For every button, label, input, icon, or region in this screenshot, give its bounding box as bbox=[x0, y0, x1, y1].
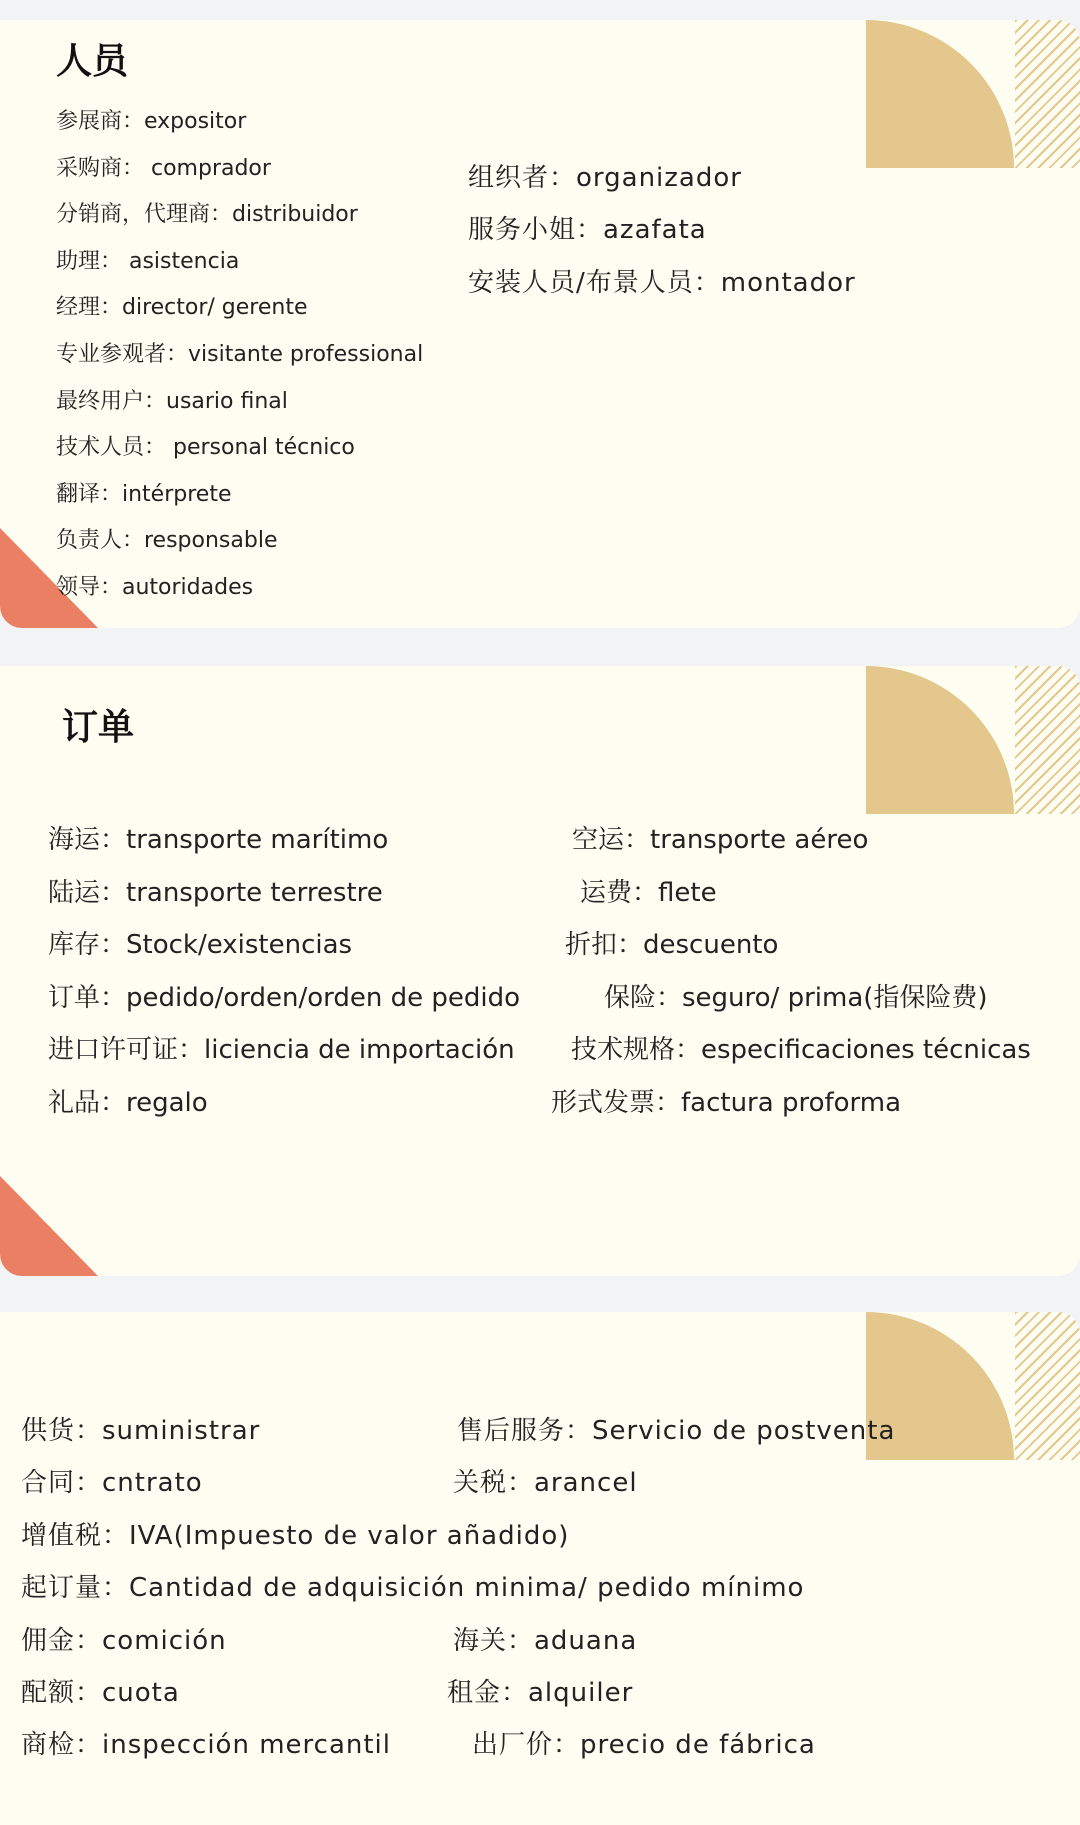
term-item: 最终用户：usario final bbox=[56, 389, 288, 414]
stripe-decoration bbox=[1015, 666, 1080, 814]
section-card-personnel bbox=[0, 20, 1080, 628]
term-item: 库存：Stock/existencias bbox=[48, 930, 353, 960]
term-item: 形式发票：factura proforma bbox=[551, 1088, 902, 1118]
term-item: 出厂价：precio de fábrica bbox=[472, 1730, 816, 1760]
section-card-orders bbox=[0, 666, 1080, 1276]
term-item: 商检：inspección mercantil bbox=[21, 1730, 392, 1760]
term-item: 配额：cuota bbox=[21, 1678, 180, 1708]
term-item: 陆运：transporte terrestre bbox=[48, 878, 383, 908]
term-item: 参展商：expositor bbox=[56, 109, 247, 134]
term-item: 礼品：regalo bbox=[48, 1088, 208, 1118]
section-title: 人员 bbox=[56, 41, 129, 82]
stripe-decoration bbox=[1015, 20, 1080, 168]
term-item: 售后服务：Servicio de postventa bbox=[457, 1416, 896, 1446]
quarter-circle-decoration bbox=[866, 666, 1014, 814]
term-item: 安装人员/布景人员：montador bbox=[468, 268, 856, 298]
term-item: 保险：seguro/ prima(指保险费) bbox=[604, 983, 988, 1013]
term-item: 采购商： comprador bbox=[56, 156, 271, 181]
term-item: 合同：cntrato bbox=[21, 1468, 203, 1498]
term-item: 助理： asistencia bbox=[56, 249, 240, 274]
quarter-circle-decoration bbox=[866, 20, 1014, 168]
term-item: 服务小姐：azafata bbox=[468, 215, 707, 245]
term-item: 租金：alquiler bbox=[447, 1678, 634, 1708]
stripe-decoration bbox=[1015, 1312, 1080, 1460]
term-item: 进口许可证：liciencia de importación bbox=[48, 1035, 515, 1065]
term-item: 翻译：intérprete bbox=[56, 482, 232, 507]
term-item: 供货：suministrar bbox=[21, 1416, 261, 1446]
term-item: 折扣：descuento bbox=[565, 930, 779, 960]
section-title: 订单 bbox=[62, 707, 135, 748]
section-card-trade-terms bbox=[0, 1312, 1080, 1825]
term-item: 负责人：responsable bbox=[56, 528, 278, 553]
triangle-decoration bbox=[0, 1176, 98, 1276]
term-item: 佣金：comición bbox=[21, 1626, 227, 1656]
term-item: 领导：autoridades bbox=[56, 575, 254, 600]
term-item: 技术人员： personal técnico bbox=[56, 435, 355, 460]
term-item: 技术规格：especificaciones técnicas bbox=[571, 1035, 1031, 1065]
term-item: 空运：transporte aéreo bbox=[572, 825, 869, 855]
term-item: 增值税：IVA(Impuesto de valor añadido) bbox=[21, 1521, 570, 1551]
term-item: 分销商，代理商：distribuidor bbox=[56, 202, 358, 227]
term-item: 海关：aduana bbox=[453, 1626, 638, 1656]
term-item: 订单：pedido/orden/orden de pedido bbox=[48, 983, 521, 1013]
term-item: 组织者：organizador bbox=[468, 163, 742, 193]
term-item: 起订量：Cantidad de adquisición minima/ pedido mínimo bbox=[21, 1573, 805, 1603]
term-item: 运费：flete bbox=[580, 878, 717, 908]
term-item: 专业参观者：visitante professional bbox=[56, 342, 424, 367]
term-item: 海运：transporte marítimo bbox=[48, 825, 389, 855]
term-item: 经理：director/ gerente bbox=[56, 295, 308, 320]
term-item: 关税：arancel bbox=[453, 1468, 638, 1498]
